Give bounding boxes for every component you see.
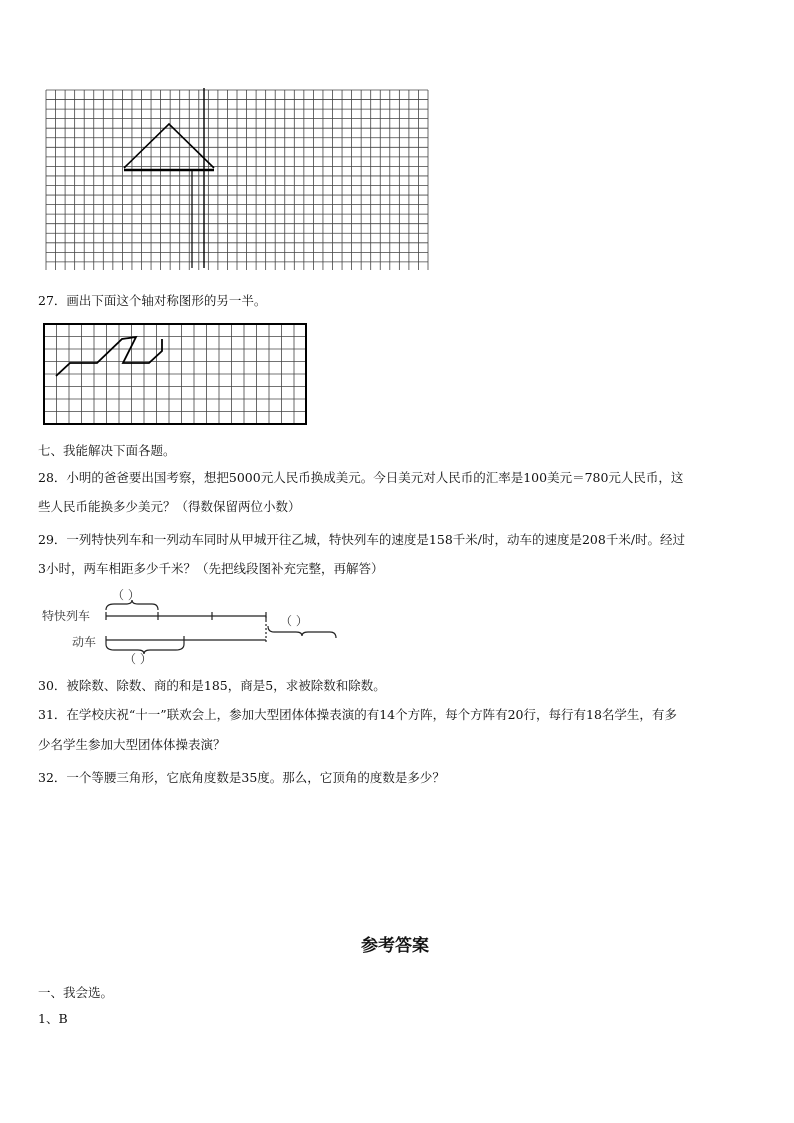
brace-bottom	[106, 644, 184, 654]
label-express-train: 特快列车	[42, 609, 91, 623]
question-29-line2: 3小时，两车相距多少千米？（先把线段图补充完整，再解答）	[38, 561, 384, 576]
zigzag-figure	[56, 337, 162, 376]
question-31-line1: 31．在学校庆祝“十一”联欢会上，参加大型团体体操表演的有14个方阵，每个方阵有20行，每行有18名学生，有多	[38, 707, 677, 722]
question-32: 32．一个等腰三角形，它底角度数是35度。那么，它顶角的度数是多少？	[38, 770, 445, 785]
triangle-sides	[124, 124, 214, 168]
question-28-line1: 28．小明的爸爸要出国考察，想把5000元人民币换成美元。今日美元对人民币的汇率是100美元＝780元人民币，这	[38, 470, 684, 485]
paren-bottom: （ ）	[124, 652, 152, 666]
question-29-line1: 29．一列特快列车和一列动车同时从甲城开往乙城，特快列车的速度是158千米/时，动车的速度是208千米/时。经过	[38, 532, 686, 547]
segment-diagram	[100, 596, 350, 656]
question-31-line2: 少名学生参加大型团体体操表演？	[38, 737, 226, 752]
brace-top	[106, 600, 158, 610]
question-27: 27．画出下面这个轴对称图形的另一半。	[38, 293, 267, 308]
question-30: 30．被除数、除数、商的和是185，商是5，求被除数和除数。	[38, 678, 386, 693]
paren-right: （ ）	[280, 614, 308, 628]
section-7-heading: 七、我能解决下面各题。	[38, 443, 176, 458]
symmetry-grid-1	[44, 88, 432, 274]
paren-top: （ ）	[112, 588, 140, 602]
answers-title: 参考答案	[361, 936, 429, 956]
question-28-line2: 些人民币能换多少美元？（得数保留两位小数）	[38, 499, 301, 514]
label-emu-train: 动车	[72, 635, 97, 649]
symmetry-grid-2	[42, 322, 310, 428]
brace-right	[268, 626, 336, 638]
answer-1: 1、B	[38, 1011, 68, 1026]
answers-section-1: 一、我会选。	[38, 985, 114, 1000]
